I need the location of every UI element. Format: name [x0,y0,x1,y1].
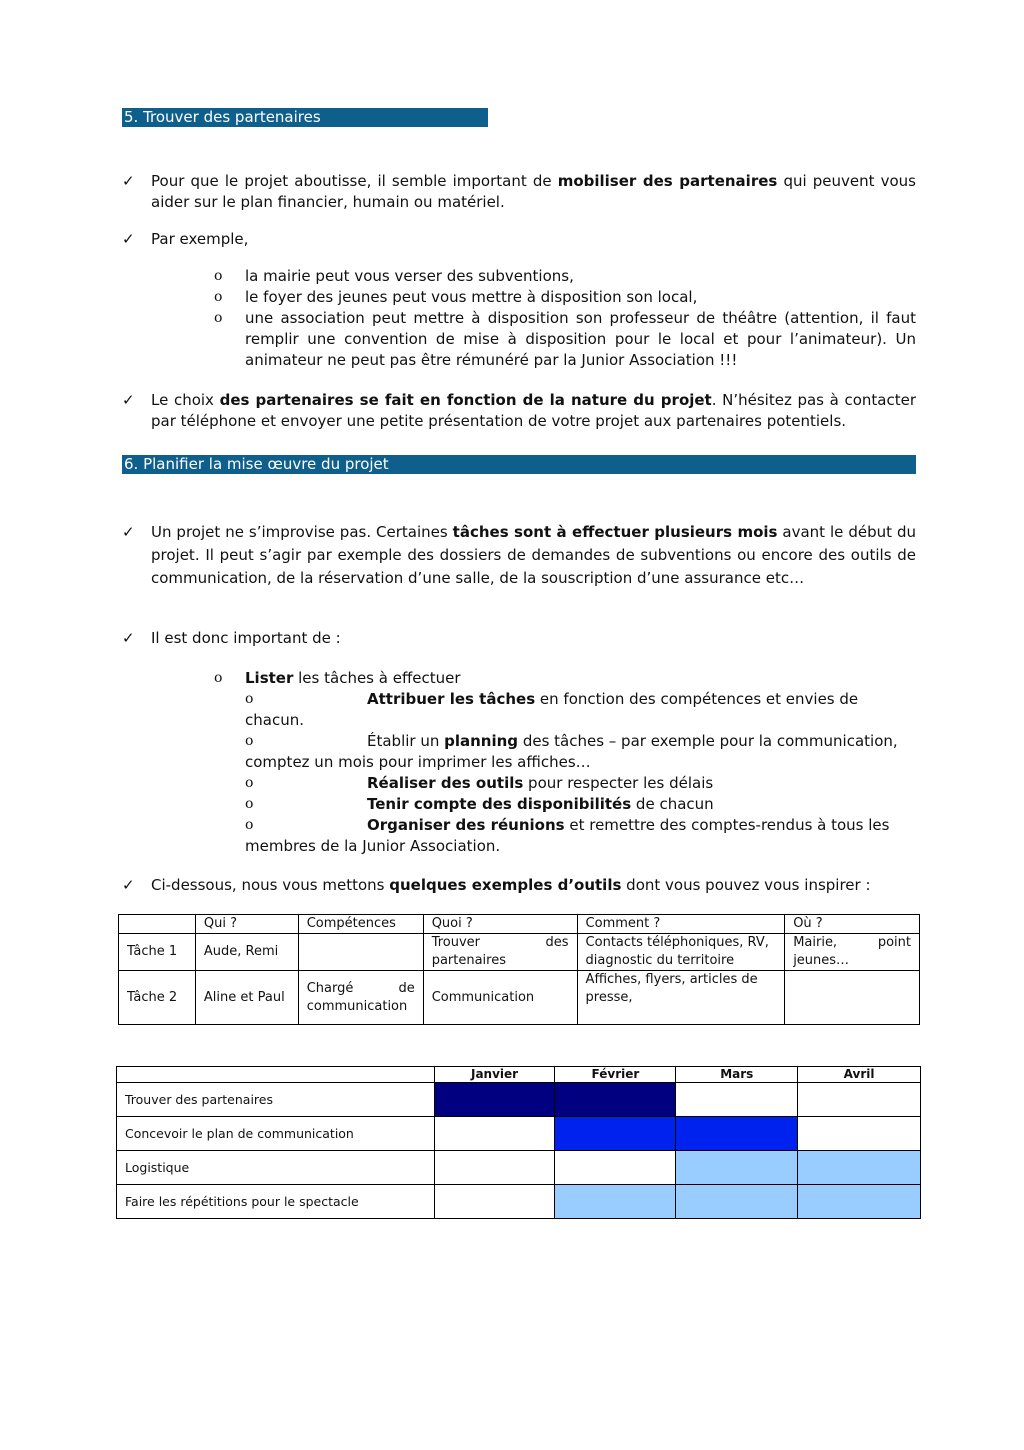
planning-row [117,1185,921,1219]
planning-cell [798,1083,921,1117]
section-5-title: 5. Trouver des partenaires [124,108,321,126]
table-header-row [119,915,920,934]
circle-bullet-icon: o [214,310,223,326]
table-cell [298,934,423,971]
task-list-first: o Lister les tâches à effectuer [214,669,461,687]
planning-cell [798,1151,921,1185]
check-icon: ✓ [122,523,135,541]
check-icon: ✓ [122,172,135,190]
circle-bullet-icon: o [245,733,254,749]
table-cell: Aline et Paul [195,971,298,1025]
planning-cell [434,1151,555,1185]
check-icon: ✓ [122,629,135,647]
month-header: Avril [798,1067,921,1083]
table-cell: Aude, Remi [195,934,298,971]
table-cell: Communication [423,971,577,1025]
bullet-improvise: ✓ Un projet ne s’improvise pas. Certaines tâches sont à effectuer plusieurs mois avant le début du projet. Il peut s’agir par exemple des dossiers de demandes de subventions ou encore des outils de communication, de la réservation d’une salle, de la souscription d’une assurance etc… [122,523,916,587]
check-icon: ✓ [122,391,135,409]
planning-row-label: Trouver des partenaires [117,1083,435,1117]
planning-cell [555,1151,676,1185]
planning-row [117,1083,921,1117]
section-6-heading [122,455,916,474]
example-item: o une association peut mettre à disposition son professeur de théâtre (attention, il faut remplir une convention de mise à disposition pour le local et pour l’animateur). Un animateur ne peut pas être rémunéré par la Junior Association !!! [214,309,916,369]
planning-cell [798,1185,921,1219]
planning-cell [676,1117,798,1151]
planning-cell [555,1185,676,1219]
planning-cell [434,1117,555,1151]
month-header: Février [555,1067,676,1083]
table-header-cell: Comment ? [577,915,785,934]
table-cell: Trouver des partenaires [423,934,577,971]
task-table [118,914,920,1025]
check-icon: ✓ [122,230,135,248]
planning-header-row [117,1067,921,1083]
table-row [119,934,920,971]
circle-bullet-icon: o [245,691,254,707]
planning-row-label: Concevoir le plan de communication [117,1117,435,1151]
circle-bullet-icon: o [214,268,223,284]
task-item: o Réaliser des outils pour respecter les délais [245,774,714,792]
circle-bullet-icon: o [214,289,223,305]
circle-bullet-icon: o [214,670,223,686]
planning-cell [676,1185,798,1219]
circle-bullet-icon: o [245,796,254,812]
example-item: o le foyer des jeunes peut vous mettre à disposition son local, [214,288,698,306]
table-header-cell [119,915,196,934]
table-cell: Tâche 1 [119,934,196,971]
task-item: o Tenir compte des disponibilités de chacun [245,795,714,813]
circle-bullet-icon: o [245,775,254,791]
planning-cell [555,1083,676,1117]
task-item: o Attribuer les tâches en fonction des compétences et envies de chacun. [245,690,859,729]
planning-row [117,1151,921,1185]
planning-cell [434,1185,555,1219]
table-row [119,971,920,1025]
table-cell: Chargé de communication [298,971,423,1025]
table-cell [785,971,920,1025]
section-6-title: 6. Planifier la mise œuvre du projet [124,455,389,473]
bullet-tools: ✓ Ci-dessous, nous vous mettons quelques exemples d’outils dont vous pouvez vous inspirer : [122,876,871,894]
planning-cell [676,1151,798,1185]
task-item: o Organiser des réunions et remettre des comptes-rendus à tous les membres de la Junior Association. [245,816,890,855]
table-cell: Tâche 2 [119,971,196,1025]
planning-cell [434,1083,555,1117]
table-cell: Mairie, point jeunes… [785,934,920,971]
planning-cell [555,1117,676,1151]
table-header-cell: Qui ? [195,915,298,934]
section-5-heading [122,108,488,127]
bullet-important: ✓ Il est donc important de : [122,629,341,647]
planning-row-label: Faire les répétitions pour le spectacle [117,1185,435,1219]
table-header-cell: Où ? [785,915,920,934]
bullet-example: ✓ Par exemple, [122,230,249,248]
planning-cell [798,1117,921,1151]
table-header-cell: Compétences [298,915,423,934]
planning-header-empty [117,1067,435,1083]
task-item: o Établir un planning des tâches – par exemple pour la communication, comptez un mois pour imprimer les affiches… [245,732,898,771]
table-cell: Affiches, flyers, articles de presse, [577,971,785,1025]
example-item: o la mairie peut vous verser des subventions, [214,267,574,285]
planning-row [117,1117,921,1151]
month-header: Janvier [434,1067,555,1083]
table-header-cell: Quoi ? [423,915,577,934]
bullet-choice: ✓ Le choix des partenaires se fait en fonction de la nature du projet. N’hésitez pas à contacter par téléphone et envoyer une petite présentation de votre projet aux partenaires potentiels. [122,391,916,430]
month-header: Mars [676,1067,798,1083]
planning-table [116,1066,921,1219]
circle-bullet-icon: o [245,817,254,833]
bullet-partners: ✓ Pour que le projet aboutisse, il semble important de mobiliser des partenaires qui peuvent vous aider sur le plan financier, humain ou matériel. [122,172,916,211]
planning-row-label: Logistique [117,1151,435,1185]
check-icon: ✓ [122,876,135,894]
table-cell: Contacts téléphoniques, RV, diagnostic du territoire [577,934,785,971]
planning-cell [676,1083,798,1117]
